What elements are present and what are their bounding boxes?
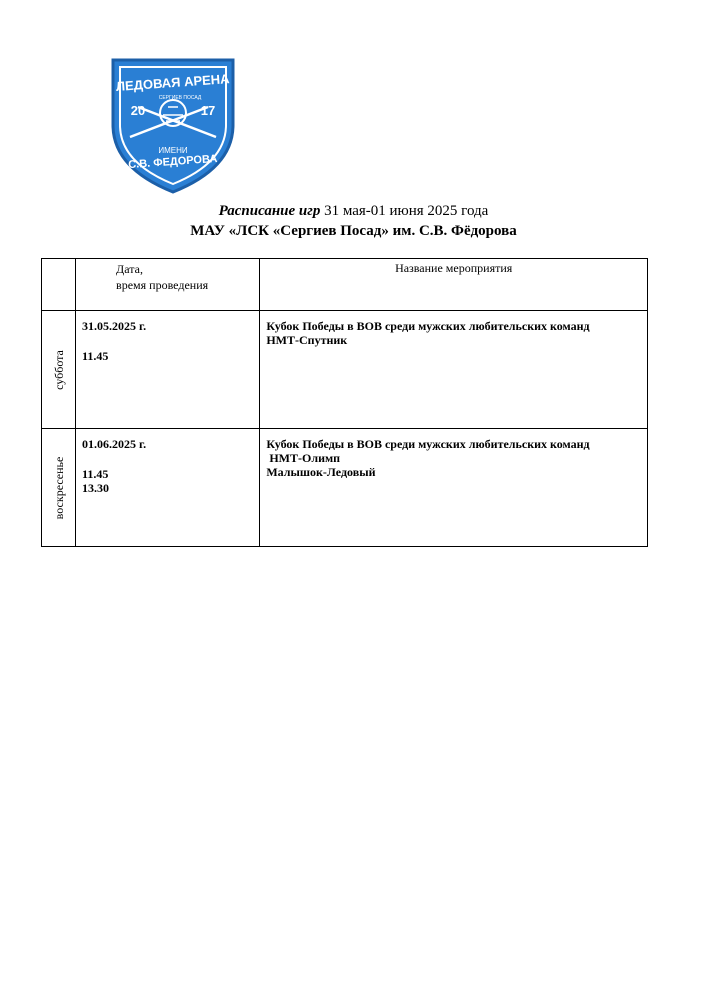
event-time: 13.30	[82, 481, 110, 495]
schedule-title-italic: Расписание игр	[218, 203, 321, 219]
arena-shield-icon	[108, 55, 238, 195]
table-header-row	[42, 259, 648, 311]
day-label: суббота	[51, 349, 66, 390]
date-cell	[76, 429, 260, 547]
event-match: НМТ-Спутник	[266, 333, 348, 347]
day-cell	[42, 429, 76, 547]
schedule-title-dates: 31 мая-01 июня 2025 года	[320, 203, 489, 219]
header-event-label: Название мероприятия	[395, 261, 513, 275]
event-cell	[260, 429, 648, 547]
header-day-cell	[42, 259, 76, 311]
event-match: Малышок-Ледовый	[266, 465, 376, 479]
event-cell	[260, 311, 648, 429]
organization-name: МАУ «ЛСК «Сергиев Посад» им. С.В. Фёдорова	[190, 223, 517, 239]
arena-logo	[108, 55, 238, 195]
event-title: Кубок Победы в ВОВ среди мужских любительских команд	[266, 319, 590, 333]
logo-top-text: ЛЕДОВАЯ АРЕНА	[115, 71, 230, 94]
day-label: воскресенье	[51, 456, 66, 519]
logo-sub-text: СЕРГИЕВ ПОСАД	[158, 95, 202, 101]
table-row	[42, 429, 648, 547]
header-date-cell	[76, 259, 260, 311]
event-time: 11.45	[82, 349, 109, 363]
logo-bottom-line2: С.В. ФЕДОРОВА	[127, 152, 218, 172]
table-row	[42, 311, 648, 429]
schedule-table	[41, 258, 648, 547]
logo-year-left: 20	[130, 103, 146, 118]
event-date: 31.05.2025 г.	[82, 319, 147, 333]
logo-year-right: 17	[200, 103, 216, 118]
event-time: 11.45	[82, 467, 109, 481]
header-event-cell	[260, 259, 648, 311]
event-date: 01.06.2025 г.	[82, 437, 147, 451]
logo-bottom-line1: ИМЕНИ	[158, 146, 188, 155]
event-match: НМТ-Олимп	[266, 451, 341, 465]
schedule-title	[0, 202, 707, 220]
header-time-label: время проведения	[116, 278, 209, 292]
event-title: Кубок Победы в ВОВ среди мужских любительских команд	[266, 437, 590, 451]
day-cell	[42, 311, 76, 429]
date-cell	[76, 311, 260, 429]
header-date-label: Дата,	[116, 262, 143, 276]
